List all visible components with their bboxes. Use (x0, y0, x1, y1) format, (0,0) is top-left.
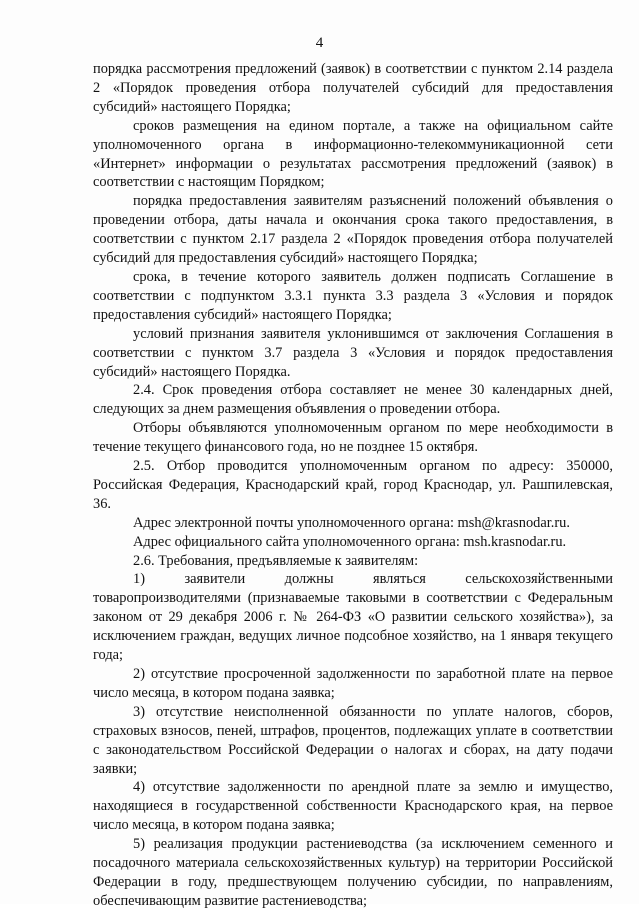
page-number: 4 (315, 35, 324, 51)
list-item: 5) реализация продукции растениеводства (за исключением семенного и посадочного материала сельскохозяйственных культур) на территории Российской Федерации в году, предшествующем получению субсидии, по направлениям, обеспечивающим развитие растениеводства; (93, 836, 613, 909)
list-item: 1) заявители должны являться сельскохозяйственными товаропроизводителями (признаваемые таковыми в соответствии с Федеральным законом от 29 декабря 2006 г. № 264-ФЗ «О развитии сельского хозяйства»), за исключением граждан, ведущих личное подсобное хозяйство, на 1 января текущего года; (93, 571, 613, 664)
list-item: 2) отсутствие просроченной задолженности по заработной плате на первое число месяца, в котором подана заявка; (93, 666, 613, 701)
website-address-line: Адрес официального сайта уполномоченного органа: msh.krasnodar.ru. (133, 533, 567, 550)
paragraph: 2.4. Срок проведения отбора составляет не менее 30 календарных дней, следующих за днем размещения объявления о проведении отбора. (93, 382, 613, 418)
email-address-line: Адрес электронной почты уполномоченного органа: msh@krasnodar.ru. (133, 514, 570, 531)
paragraph: сроков размещения на едином портале, а также на официальном сайте уполномоченного органа в информационно-телекоммуникационной сети «Интернет» информации о результатах рассмотрения предложений (заявок) в соответствии с настоящим Порядком; (93, 117, 613, 191)
paragraph: порядка рассмотрения предложений (заявок) в соответствии с пунктом 2.14 раздела 2 «Порядок проведения отбора получателей субсидий для предоставления субсидий» настоящего Порядка; (93, 61, 613, 115)
list-item: 3) отсутствие неисполненной обязанности по уплате налогов, сборов, страховых взносов, пеней, штрафов, процентов, подлежащих уплате в соответствии с законодательством Российской Федерации о налогах и сборах, на дату подачи заявки; (93, 703, 613, 777)
paragraph: 2.5. Отбор проводится уполномоченным органом по адресу: 350000, Российская Федерация, Краснодарский край, город Краснодар, ул. Рашпилевская, 36. (93, 458, 613, 512)
list-item: 4) отсутствие задолженности по арендной плате за землю и имущество, находящиеся в государственной собственности Краснодарского края, на первое число месяца, в котором подана заявка; (93, 779, 613, 834)
paragraph: Отборы объявляются уполномоченным органом по мере необходимости в течение текущего финансового года, но не позднее 15 октября. (93, 420, 613, 456)
paragraph: порядка предоставления заявителям разъяснений положений объявления о проведении отбора, даты начала и окончания срока такого предоставления, в соответствии с пунктом 2.17 раздела 2 «Порядок проведения отбора получателей субсидий для предоставления субсидий» настоящего Порядка; (93, 193, 613, 267)
paragraph: условий признания заявителя уклонившимся от заключения Соглашения в соответствии с пунктом 3.7 раздела 3 «Условия и порядок предоставления субсидий» настоящего Порядка. (93, 325, 613, 380)
paragraph: 2.6. Требования, предъявляемые к заявителям: (133, 552, 419, 569)
document-body (93, 60, 613, 911)
paragraph: срока, в течение которого заявитель должен подписать Соглашение в соответствии с подпунктом 3.3.1 пункта 3.3 раздела 3 «Условия и порядок предоставления субсидий» настоящего Порядка; (93, 268, 613, 323)
